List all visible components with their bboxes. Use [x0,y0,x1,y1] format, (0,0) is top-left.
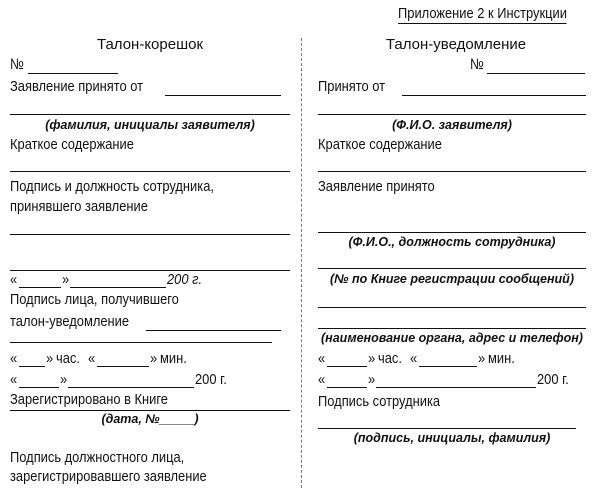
stub-receiver-label-1: Подпись лица, получившего [10,291,179,308]
stub-date-year: 200 г. [167,271,203,288]
stub-date2-quote-open: « [10,371,18,388]
stub-hours-quote-close: » [46,350,54,367]
stub-signature-label-2: принявшего заявление [10,198,148,215]
stub-receiver-label-2: талон-уведомление [10,313,130,330]
stub-title: Талон-корешок [96,36,204,53]
notice-minutes-line[interactable] [419,366,477,367]
notice-applicant-caption: (Ф.И.О. заявителя) [392,118,512,132]
notice-summary-line[interactable] [318,171,586,172]
stub-date-day-line[interactable] [19,287,61,288]
stub-applicant-caption: (фамилия, инициалы заявителя) [45,118,255,132]
notice-employee-caption: (Ф.И.О., должность сотрудника) [348,235,556,249]
notice-agency-caption: (наименование органа, адрес и телефон) [321,331,583,345]
notice-signature-label: Подпись сотрудника [318,393,441,410]
stub-applicant-line[interactable] [10,114,290,115]
notice-hours-label: час. [378,350,402,367]
stub-received-from-label: Заявление принято от [10,78,144,95]
stub-summary-label: Краткое содержание [10,136,134,153]
notice-summary-label: Краткое содержание [318,136,442,153]
notice-agency-line-1[interactable] [318,307,586,308]
stub-summary-line[interactable] [10,171,290,172]
notice-signature-line[interactable] [318,428,576,429]
cut-line [301,38,302,488]
notice-date-quote-close: » [368,371,376,388]
notice-agency-line-2[interactable] [318,328,586,329]
notice-title: Талон-уведомление [385,36,527,53]
stub-minutes-quote-open: « [88,350,96,367]
stub-receiver-line-2[interactable] [10,342,272,343]
stub-hours-line[interactable] [19,366,45,367]
notice-minutes-quote-close: » [478,350,486,367]
stub-signature-label-1: Подпись и должность сотрудника, [10,178,214,195]
stub-official-label-1: Подпись должностного лица, [10,449,185,466]
stub-minutes-label: мин. [160,350,187,367]
notice-minutes-label: мин. [488,350,515,367]
notice-register-caption: (№ по Книге регистрации сообщений) [329,272,574,286]
stub-received-from-line[interactable] [165,95,281,96]
stub-number-label: № [10,56,24,73]
stub-date-quote-close: » [62,271,70,288]
stub-receiver-line[interactable] [146,330,281,331]
stub-minutes-line[interactable] [97,366,149,367]
stub-registered-label: Зарегистрировано в Книге [10,391,168,408]
stub-hours-quote-open: « [10,350,18,367]
notice-hours-quote-open: « [318,350,326,367]
notice-hours-quote-close: » [368,350,376,367]
notice-accepted-label: Заявление принято [318,178,435,195]
stub-date2-month-line[interactable] [68,387,194,388]
notice-signature-caption: (подпись, инициалы, фамилия) [353,431,551,445]
stub-registered-line[interactable] [10,410,290,411]
stub-official-label-2: зарегистрировавшего заявление [10,468,207,485]
notice-received-from-label: Принято от [318,78,386,95]
notice-date-quote-open: « [318,371,326,388]
stub-registered-caption: (дата, №_____) [101,412,199,426]
stub-hours-label: час. [56,350,80,367]
stub-minutes-quote-close: » [150,350,158,367]
notice-minutes-quote-open: « [410,350,418,367]
notice-number-label: № [470,56,484,73]
notice-register-line[interactable] [318,268,586,269]
stub-signature-line[interactable] [10,234,290,235]
notice-date-day-line[interactable] [327,387,367,388]
notice-employee-line[interactable] [318,232,586,233]
stub-date2-year: 200 г. [195,371,227,388]
notice-hours-line[interactable] [327,366,367,367]
notice-applicant-line[interactable] [318,114,586,115]
notice-received-from-line[interactable] [402,95,586,96]
notice-date-year: 200 г. [537,371,569,388]
stub-date-month-line[interactable] [70,287,166,288]
appendix-label: Приложение 2 к Инструкции [398,5,567,22]
stub-date2-day-line[interactable] [19,387,59,388]
stub-blank-line[interactable] [10,270,290,271]
notice-number-line[interactable] [487,73,585,74]
stub-number-line[interactable] [28,73,118,74]
stub-date2-quote-close: » [60,371,68,388]
stub-date-quote-open: « [10,271,18,288]
notice-date-month-line[interactable] [376,387,536,388]
